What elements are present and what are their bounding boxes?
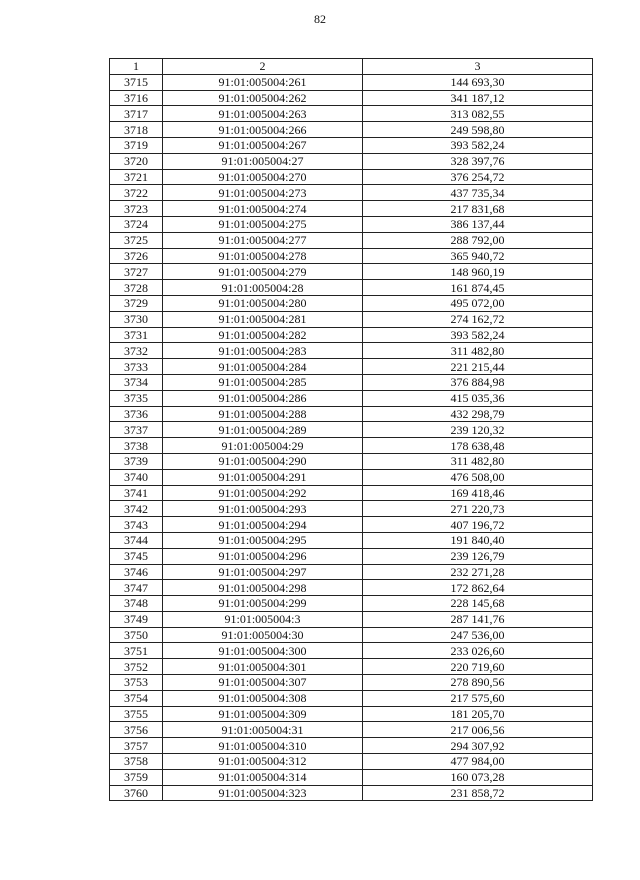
table-row xyxy=(110,690,593,706)
row-number-cell: 3737 xyxy=(110,422,163,438)
value-cell: 231 858,72 xyxy=(363,785,593,801)
value-cell: 393 582,24 xyxy=(363,137,593,153)
row-number-cell: 3733 xyxy=(110,359,163,375)
row-number-cell: 3726 xyxy=(110,248,163,264)
row-number-cell: 3745 xyxy=(110,548,163,564)
table-row xyxy=(110,232,593,248)
cadastral-number-cell: 91:01:005004:285 xyxy=(163,374,363,390)
row-number-cell: 3717 xyxy=(110,106,163,122)
table-row xyxy=(110,311,593,327)
row-number-cell: 3759 xyxy=(110,769,163,785)
table-row xyxy=(110,295,593,311)
row-number-cell: 3724 xyxy=(110,216,163,232)
table-row xyxy=(110,453,593,469)
page-number: 82 xyxy=(314,12,326,26)
cadastral-number-cell: 91:01:005004:266 xyxy=(163,122,363,138)
table-header-row xyxy=(110,59,593,75)
table-row xyxy=(110,422,593,438)
value-cell: 220 719,60 xyxy=(363,659,593,675)
cadastral-number-cell: 91:01:005004:281 xyxy=(163,311,363,327)
table-row xyxy=(110,74,593,90)
cadastral-number-cell: 91:01:005004:297 xyxy=(163,564,363,580)
table-row xyxy=(110,517,593,533)
row-number-cell: 3742 xyxy=(110,501,163,517)
row-number-cell: 3716 xyxy=(110,90,163,106)
cadastral-number-cell: 91:01:005004:308 xyxy=(163,690,363,706)
cadastral-number-cell: 91:01:005004:273 xyxy=(163,185,363,201)
cadastral-number-cell: 91:01:005004:278 xyxy=(163,248,363,264)
table-body xyxy=(110,74,593,801)
row-number-cell: 3718 xyxy=(110,122,163,138)
row-number-cell: 3749 xyxy=(110,611,163,627)
table-row xyxy=(110,343,593,359)
table-row xyxy=(110,596,593,612)
table-row xyxy=(110,185,593,201)
value-cell: 386 137,44 xyxy=(363,216,593,232)
value-cell: 495 072,00 xyxy=(363,295,593,311)
value-cell: 287 141,76 xyxy=(363,611,593,627)
row-number-cell: 3753 xyxy=(110,675,163,691)
row-number-cell: 3721 xyxy=(110,169,163,185)
table-row xyxy=(110,643,593,659)
value-cell: 288 792,00 xyxy=(363,232,593,248)
row-number-cell: 3752 xyxy=(110,659,163,675)
cadastral-number-cell: 91:01:005004:28 xyxy=(163,280,363,296)
table-row xyxy=(110,153,593,169)
row-number-cell: 3739 xyxy=(110,453,163,469)
cadastral-number-cell: 91:01:005004:263 xyxy=(163,106,363,122)
table-row xyxy=(110,675,593,691)
cadastral-number-cell: 91:01:005004:284 xyxy=(163,359,363,375)
row-number-cell: 3743 xyxy=(110,517,163,533)
row-number-cell: 3730 xyxy=(110,311,163,327)
value-cell: 313 082,55 xyxy=(363,106,593,122)
value-cell: 407 196,72 xyxy=(363,517,593,533)
cadastral-number-cell: 91:01:005004:288 xyxy=(163,406,363,422)
cadastral-value-table xyxy=(109,58,593,801)
table-row xyxy=(110,137,593,153)
row-number-cell: 3731 xyxy=(110,327,163,343)
table-row xyxy=(110,532,593,548)
cadastral-number-cell: 91:01:005004:274 xyxy=(163,201,363,217)
table-row xyxy=(110,390,593,406)
cadastral-number-cell: 91:01:005004:307 xyxy=(163,675,363,691)
column-header-value: 3 xyxy=(363,59,593,75)
row-number-cell: 3720 xyxy=(110,153,163,169)
cadastral-number-cell: 91:01:005004:298 xyxy=(163,580,363,596)
cadastral-number-cell: 91:01:005004:283 xyxy=(163,343,363,359)
row-number-cell: 3751 xyxy=(110,643,163,659)
value-cell: 217 831,68 xyxy=(363,201,593,217)
cadastral-number-cell: 91:01:005004:290 xyxy=(163,453,363,469)
column-header-cadastral-number: 2 xyxy=(163,59,363,75)
row-number-cell: 3727 xyxy=(110,264,163,280)
row-number-cell: 3756 xyxy=(110,722,163,738)
table-row xyxy=(110,659,593,675)
value-cell: 232 271,28 xyxy=(363,564,593,580)
cadastral-number-cell: 91:01:005004:291 xyxy=(163,469,363,485)
row-number-cell: 3755 xyxy=(110,706,163,722)
cadastral-number-cell: 91:01:005004:293 xyxy=(163,501,363,517)
value-cell: 181 205,70 xyxy=(363,706,593,722)
value-cell: 294 307,92 xyxy=(363,738,593,754)
table-row xyxy=(110,469,593,485)
table-row xyxy=(110,754,593,770)
row-number-cell: 3741 xyxy=(110,485,163,501)
row-number-cell: 3757 xyxy=(110,738,163,754)
value-cell: 376 254,72 xyxy=(363,169,593,185)
cadastral-number-cell: 91:01:005004:310 xyxy=(163,738,363,754)
table-row xyxy=(110,406,593,422)
table-row xyxy=(110,122,593,138)
value-cell: 415 035,36 xyxy=(363,390,593,406)
value-cell: 161 874,45 xyxy=(363,280,593,296)
row-number-cell: 3725 xyxy=(110,232,163,248)
table-row xyxy=(110,485,593,501)
row-number-cell: 3760 xyxy=(110,785,163,801)
row-number-cell: 3744 xyxy=(110,532,163,548)
row-number-cell: 3729 xyxy=(110,295,163,311)
table-row xyxy=(110,580,593,596)
table-row xyxy=(110,374,593,390)
value-cell: 217 575,60 xyxy=(363,690,593,706)
table-row xyxy=(110,627,593,643)
value-cell: 247 536,00 xyxy=(363,627,593,643)
value-cell: 477 984,00 xyxy=(363,754,593,770)
value-cell: 144 693,30 xyxy=(363,74,593,90)
cadastral-number-cell: 91:01:005004:275 xyxy=(163,216,363,232)
cadastral-number-cell: 91:01:005004:286 xyxy=(163,390,363,406)
value-cell: 365 940,72 xyxy=(363,248,593,264)
value-cell: 311 482,80 xyxy=(363,343,593,359)
row-number-cell: 3734 xyxy=(110,374,163,390)
row-number-cell: 3747 xyxy=(110,580,163,596)
row-number-cell: 3715 xyxy=(110,74,163,90)
value-cell: 191 840,40 xyxy=(363,532,593,548)
row-number-cell: 3736 xyxy=(110,406,163,422)
cadastral-number-cell: 91:01:005004:300 xyxy=(163,643,363,659)
table-row xyxy=(110,248,593,264)
row-number-cell: 3728 xyxy=(110,280,163,296)
cadastral-number-cell: 91:01:005004:31 xyxy=(163,722,363,738)
cadastral-number-cell: 91:01:005004:296 xyxy=(163,548,363,564)
cadastral-number-cell: 91:01:005004:301 xyxy=(163,659,363,675)
table-row xyxy=(110,706,593,722)
table-row xyxy=(110,169,593,185)
cadastral-number-cell: 91:01:005004:270 xyxy=(163,169,363,185)
cadastral-number-cell: 91:01:005004:267 xyxy=(163,137,363,153)
table-row xyxy=(110,216,593,232)
table-row xyxy=(110,438,593,454)
cadastral-number-cell: 91:01:005004:280 xyxy=(163,295,363,311)
value-cell: 228 145,68 xyxy=(363,596,593,612)
table-row xyxy=(110,90,593,106)
table-row xyxy=(110,501,593,517)
value-cell: 160 073,28 xyxy=(363,769,593,785)
row-number-cell: 3722 xyxy=(110,185,163,201)
value-cell: 239 120,32 xyxy=(363,422,593,438)
cadastral-number-cell: 91:01:005004:30 xyxy=(163,627,363,643)
cadastral-number-cell: 91:01:005004:309 xyxy=(163,706,363,722)
cadastral-number-cell: 91:01:005004:279 xyxy=(163,264,363,280)
cadastral-number-cell: 91:01:005004:299 xyxy=(163,596,363,612)
cadastral-number-cell: 91:01:005004:3 xyxy=(163,611,363,627)
table-row xyxy=(110,264,593,280)
row-number-cell: 3723 xyxy=(110,201,163,217)
cadastral-number-cell: 91:01:005004:294 xyxy=(163,517,363,533)
row-number-cell: 3750 xyxy=(110,627,163,643)
value-cell: 221 215,44 xyxy=(363,359,593,375)
value-cell: 172 862,64 xyxy=(363,580,593,596)
cadastral-number-cell: 91:01:005004:289 xyxy=(163,422,363,438)
table-row xyxy=(110,201,593,217)
table-row xyxy=(110,106,593,122)
value-cell: 274 162,72 xyxy=(363,311,593,327)
row-number-cell: 3748 xyxy=(110,596,163,612)
value-cell: 432 298,79 xyxy=(363,406,593,422)
value-cell: 249 598,80 xyxy=(363,122,593,138)
value-cell: 328 397,76 xyxy=(363,153,593,169)
table-row xyxy=(110,280,593,296)
value-cell: 341 187,12 xyxy=(363,90,593,106)
table-row xyxy=(110,611,593,627)
value-cell: 393 582,24 xyxy=(363,327,593,343)
row-number-cell: 3732 xyxy=(110,343,163,359)
value-cell: 278 890,56 xyxy=(363,675,593,691)
value-cell: 311 482,80 xyxy=(363,453,593,469)
cadastral-number-cell: 91:01:005004:27 xyxy=(163,153,363,169)
row-number-cell: 3740 xyxy=(110,469,163,485)
cadastral-number-cell: 91:01:005004:262 xyxy=(163,90,363,106)
column-header-number: 1 xyxy=(110,59,163,75)
cadastral-number-cell: 91:01:005004:282 xyxy=(163,327,363,343)
value-cell: 271 220,73 xyxy=(363,501,593,517)
cadastral-number-cell: 91:01:005004:29 xyxy=(163,438,363,454)
cadastral-number-cell: 91:01:005004:312 xyxy=(163,754,363,770)
value-cell: 476 508,00 xyxy=(363,469,593,485)
row-number-cell: 3738 xyxy=(110,438,163,454)
table-row xyxy=(110,769,593,785)
cadastral-number-cell: 91:01:005004:261 xyxy=(163,74,363,90)
table-row xyxy=(110,738,593,754)
row-number-cell: 3758 xyxy=(110,754,163,770)
value-cell: 437 735,34 xyxy=(363,185,593,201)
row-number-cell: 3719 xyxy=(110,137,163,153)
cadastral-number-cell: 91:01:005004:277 xyxy=(163,232,363,248)
cadastral-number-cell: 91:01:005004:323 xyxy=(163,785,363,801)
value-cell: 178 638,48 xyxy=(363,438,593,454)
table-row xyxy=(110,359,593,375)
cadastral-number-cell: 91:01:005004:314 xyxy=(163,769,363,785)
table-row xyxy=(110,548,593,564)
row-number-cell: 3735 xyxy=(110,390,163,406)
value-cell: 233 026,60 xyxy=(363,643,593,659)
table-row xyxy=(110,785,593,801)
value-cell: 148 960,19 xyxy=(363,264,593,280)
value-cell: 217 006,56 xyxy=(363,722,593,738)
row-number-cell: 3746 xyxy=(110,564,163,580)
cadastral-number-cell: 91:01:005004:292 xyxy=(163,485,363,501)
table-row xyxy=(110,327,593,343)
row-number-cell: 3754 xyxy=(110,690,163,706)
table-row xyxy=(110,564,593,580)
value-cell: 169 418,46 xyxy=(363,485,593,501)
cadastral-number-cell: 91:01:005004:295 xyxy=(163,532,363,548)
value-cell: 376 884,98 xyxy=(363,374,593,390)
value-cell: 239 126,79 xyxy=(363,548,593,564)
table-row xyxy=(110,722,593,738)
